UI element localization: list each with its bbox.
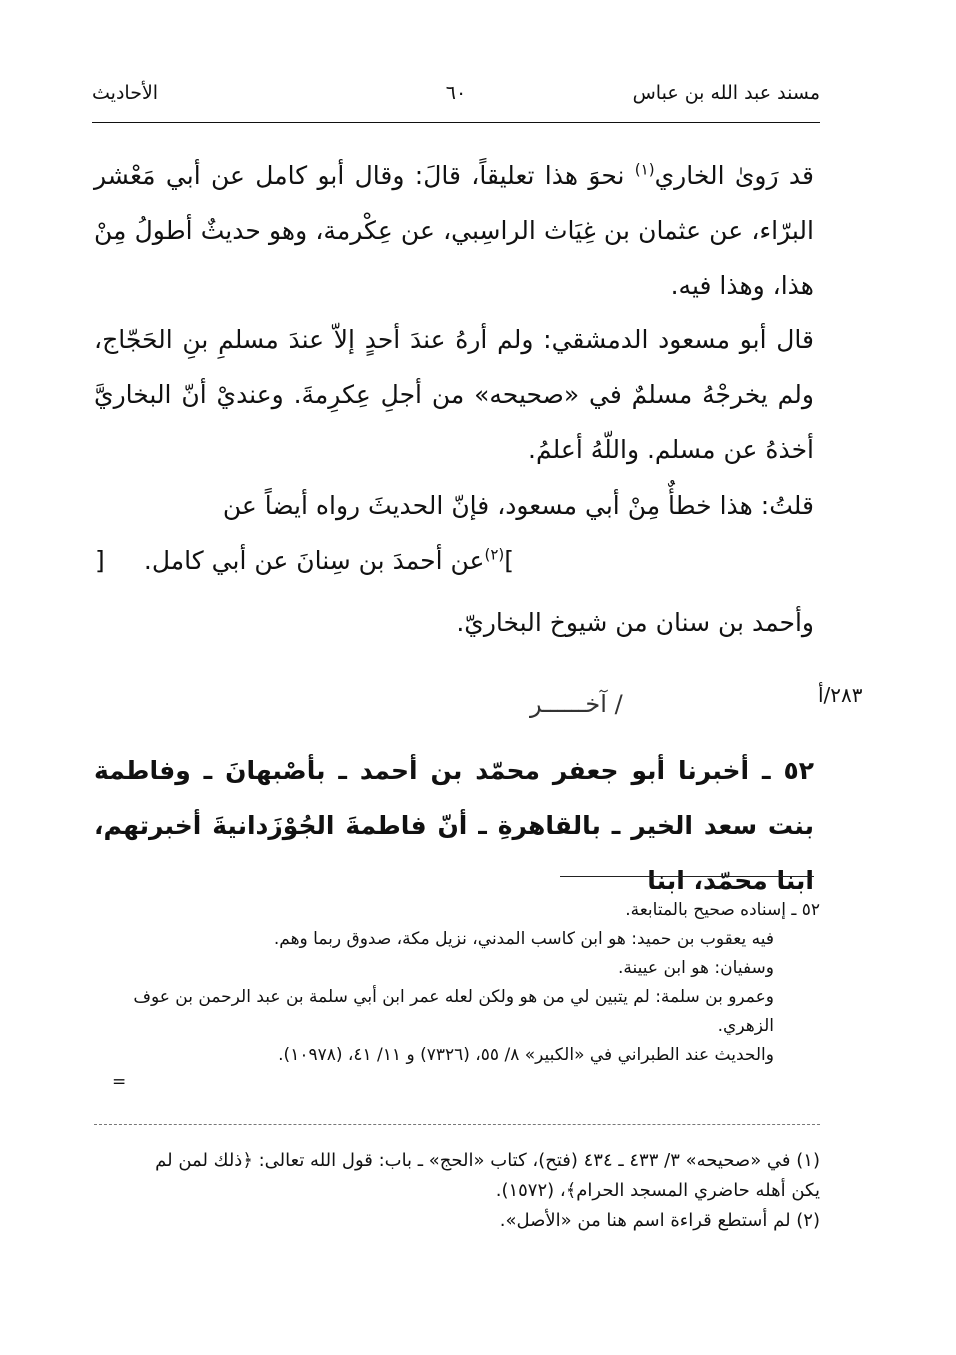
paragraph-1-text-b: نحوَ هذا تعليقاً، قالَ: وقال أبو كامل عن أبي مَعْشر البرّاء، عن عثمان بن غِيَاث الراسِبي، عن عِكْرمة، وهو حديثٌ أطولُ مِنْ هذا، وهذا فيه.: [94, 161, 814, 300]
paragraph-4: وأحمد بن سنان من شيوخ البخاريّ.: [456, 608, 814, 637]
book-title: مسند عبد الله بن عباس: [632, 82, 820, 104]
paragraph-1: [94, 148, 814, 313]
commentary-line-6: والحديث عند الطبراني في «الكبير» ٨/ ٥٥، (٧٣٢٦) و ١١/ ٤١، (١٠٩٧٨).: [278, 1045, 774, 1065]
paragraph-1-text-a: قد رَوىٰ الخاري: [654, 161, 815, 190]
commentary-line-5: الزهري.: [717, 1016, 774, 1036]
ornament-text: / آخــــــر: [530, 690, 623, 718]
hadith-text: ـ أخبرنا أبو جعفر محمّد بن أحمد ـ بأصْبهانَ ـ وفاطمة بنت سعد الخير ـ بالقاهرةِ ـ أنّ فاطمةَ الجُوْزَدانيةَ أخبرتهم، ابنا محمّد، ابنا: [94, 756, 814, 895]
section-title: الأحاديث: [92, 82, 159, 104]
footnotes-commentary: [94, 896, 820, 1092]
footnote-ref-1: (١): [634, 160, 655, 179]
footnote-dashed-rule: [94, 1124, 820, 1125]
paragraph-2: قال أبو مسعود الدمشقي: ولم أرهُ عندَ أحدٍ إلاّ عندَ مسلمِ بنِ الحَجّاج، ولم يخرجْهُ مسلمٌ في «صحيحه» من أجلِ عِكرِمةَ. وعنديْ أنّ البخاريَّ أخذهُ عن مسلم. واللّهُ أعلمُ.: [94, 325, 814, 464]
hadith-number: ٥٢: [783, 756, 814, 785]
hadith-paragraph: [94, 743, 814, 908]
note-1-line-1: (١) في «صحيحه» ٣/ ٤٣٣ ـ ٤٣٤ (فتح)، كتاب «الحج» ـ باب: قول الله تعالى: ﴿ذلك لمن لم: [155, 1150, 820, 1171]
close-bracket: ]: [504, 546, 514, 575]
paragraph-3: [94, 478, 814, 588]
continuation-mark: =: [112, 1072, 127, 1092]
note-1-line-2: يكن أهله حاضري المسجد الحرام﴾، (١٥٧٢).: [495, 1180, 820, 1201]
footnote-ref-2: (٢): [484, 545, 505, 564]
note-2: (٢) لم أستطع قراءة اسم هنا من «الأصل».: [499, 1210, 820, 1231]
paragraph-3-line-2: [94, 533, 814, 588]
commentary-line-3: وسفيان: هو ابن عيينة.: [618, 958, 774, 978]
manuscript-folio-note: ٢٨٣/أ: [818, 683, 863, 707]
commentary-line-4: وعمرو بن سلمة: لم يتبين لي من هو ولكن لعله عمر ابن أبي سلمة بن عبد الرحمن بن عوف: [133, 987, 774, 1007]
footnote-rule: [560, 876, 814, 877]
footnotes-notes: [94, 1146, 820, 1236]
page-number: ٦٠: [445, 82, 467, 104]
paragraph-3-line-2-text: عن أحمدَ بن سِنانَ عن أبي كامل.: [143, 546, 485, 575]
header-rule: [92, 122, 820, 123]
commentary-line-2: فيه يعقوب بن حميد: هو ابن كاسب المدني، نزيل مكة، صدوق ربما وهم.: [273, 929, 774, 949]
running-head: [92, 82, 820, 112]
commentary-line-1: ٥٢ ـ إسناده صحيح بالمتابعة.: [625, 900, 820, 920]
open-bracket: [: [95, 546, 105, 575]
paragraph-3-line-1: قلتُ: هذا خطأٌ مِنْ أبي مسعود، فإنّ الحديثَ رواه أيضاً عن: [222, 491, 814, 520]
end-ornament: [380, 680, 623, 730]
